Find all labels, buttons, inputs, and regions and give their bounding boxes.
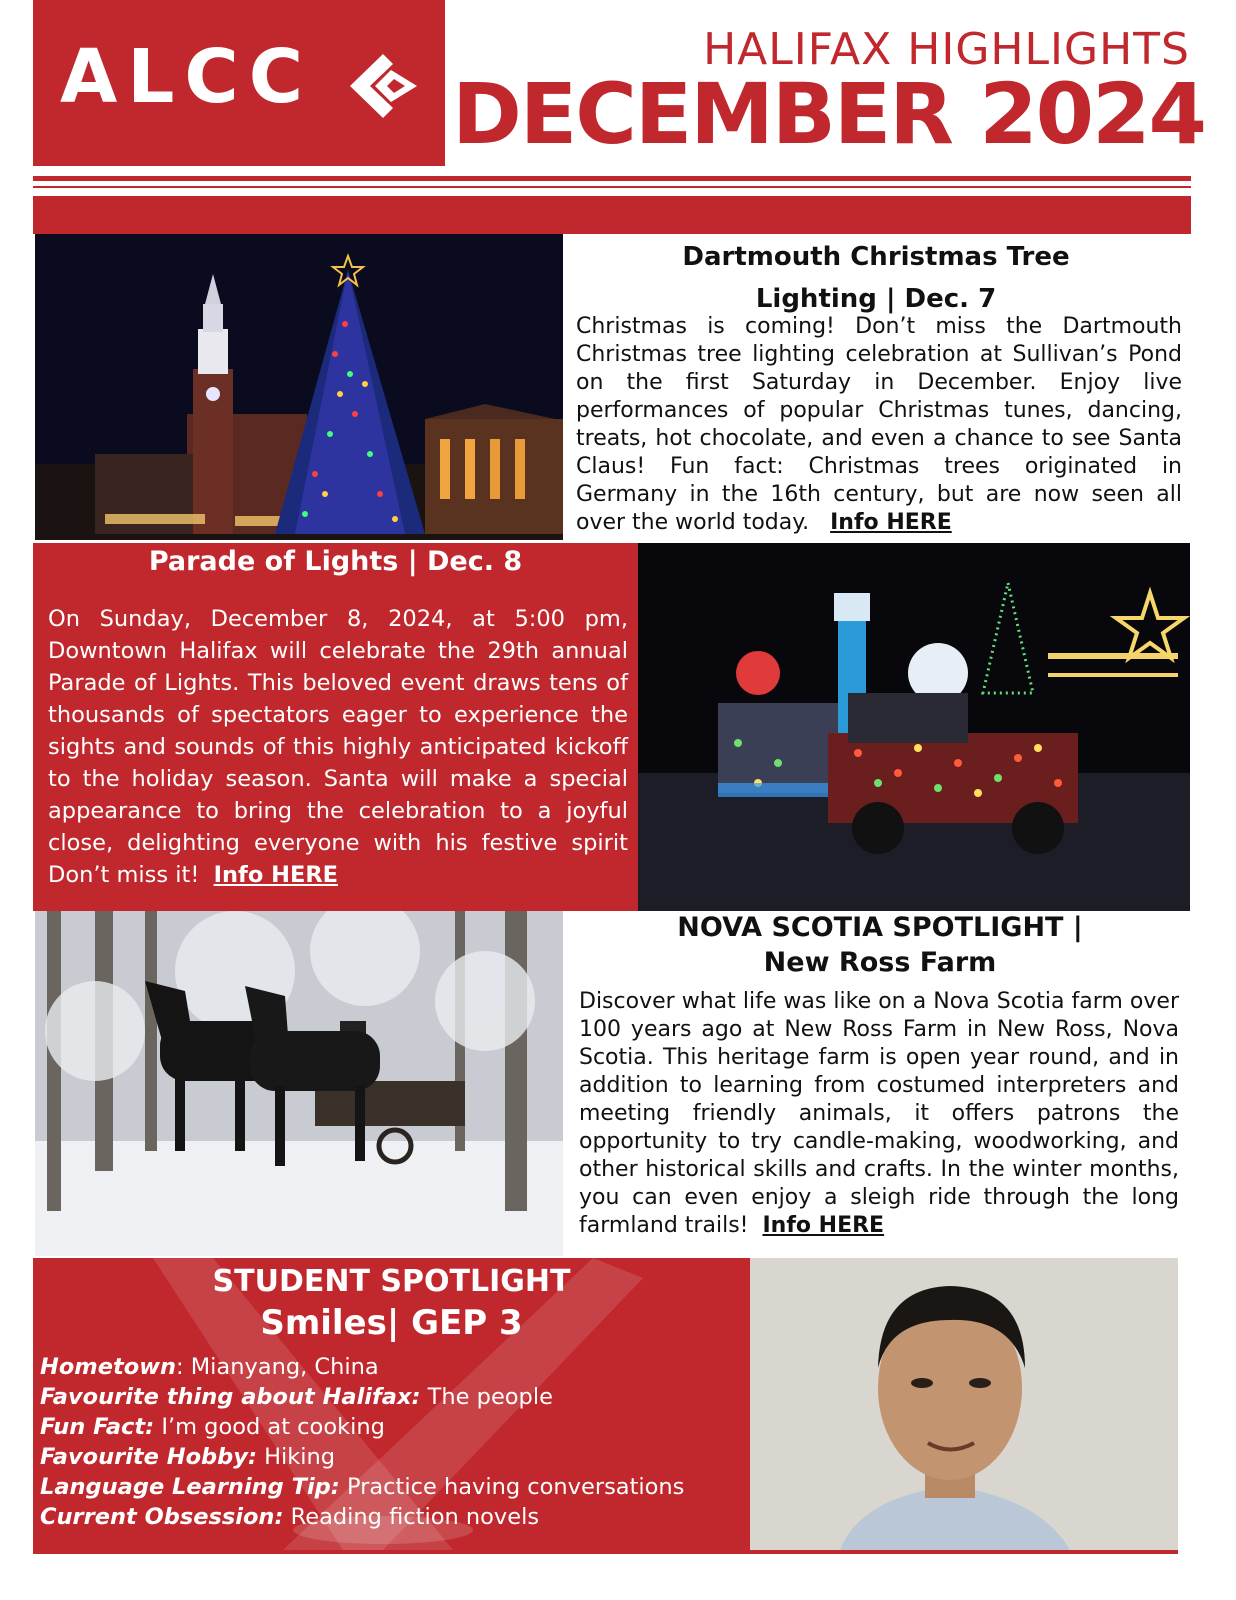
fact-fun-fact: Fun Fact: I’m good at cooking (40, 1414, 385, 1440)
logo-wordmark: ALCC (60, 34, 314, 120)
fact-hobby: Favourite Hobby: Hiking (40, 1444, 336, 1470)
header-divider (33, 176, 1191, 181)
tree-lighting-body (576, 313, 1182, 537)
tree-lighting-text: Christmas is coming! Don’t miss the Dartmouth Christmas tree lighting celebration at Sullivan’s Pond on the first Saturday in December. Enjoy live performances of popular Christmas tunes, dancing, treats, hot chocolate, and even a chance to see Santa Claus! Fun fact: Christmas trees originated in Germany in the 16th century, but are now seen all over the world today. (576, 314, 1182, 535)
parade-body (48, 603, 628, 891)
nova-scotia-title-line2: New Ross Farm (763, 947, 997, 978)
nova-scotia-text: Discover what life was like on a Nova Scotia farm over 100 years ago at New Ross Farm in New Ross, Nova Scotia. This heritage farm is open year round, and in addition to learning from costumed interpreters and meeting friendly animals, it offers patrons the opportunity to try candle-making, woodworking, and other historical skills and crafts. In the winter months, you can even enjoy a sleigh ride through the long farmland trails! (579, 989, 1179, 1238)
nova-scotia-info-link[interactable]: Info HERE (762, 1213, 885, 1238)
parade-info-link[interactable]: Info HERE (213, 862, 339, 888)
nova-scotia-title-line1: NOVA SCOTIA SPOTLIGHT | (677, 912, 1083, 943)
tree-lighting-title (565, 236, 1187, 320)
tree-lighting-info-link[interactable]: Info HERE (830, 510, 952, 535)
fact-language-tip: Language Learning Tip: Practice having conversations (40, 1474, 685, 1500)
newsletter-subtitle: HALIFAX HIGHLIGHTS (703, 24, 1190, 75)
parade-photo (638, 543, 1190, 911)
footer-divider (33, 1550, 1178, 1554)
newsletter-title: DECEMBER 2024 (452, 65, 1205, 163)
fact-obsession: Current Obsession: Reading fiction novels (40, 1504, 540, 1530)
christmas-tree-photo (35, 234, 563, 540)
student-spotlight-title: STUDENT SPOTLIGHT (212, 1264, 571, 1299)
tree-lighting-title-line2: Lighting | Dec. 7 (755, 284, 997, 314)
student-name: Smiles| GEP 3 (260, 1303, 523, 1343)
parade-text: On Sunday, December 8, 2024, at 5:00 pm, Downtown Halifax will celebrate the 29th annual Parade of Lights. This beloved event draws tens of thousands of spectators eager to experience the sights and sounds of this highly anticipated kickoff to the holiday season. Santa will make a special appearance to bring the celebration to a joyful close, delighting everyone with his festive spirit Don’t miss it! (48, 606, 628, 888)
nova-scotia-body (579, 988, 1179, 1240)
student-portrait-photo (750, 1258, 1178, 1550)
parade-title: Parade of Lights | Dec. 8 (148, 546, 523, 577)
student-facts (40, 1352, 745, 1532)
tree-lighting-title-line1: Dartmouth Christmas Tree (682, 242, 1070, 272)
logo-chevron-icon (345, 50, 420, 122)
fact-hometown: Hometown: Mianyang, China (40, 1354, 379, 1380)
sleigh-ride-photo (35, 911, 563, 1256)
nova-scotia-title (565, 910, 1195, 980)
red-band (33, 196, 1191, 234)
header-divider-thin (33, 186, 1191, 188)
fact-favourite-halifax: Favourite thing about Halifax: The people (40, 1384, 553, 1410)
